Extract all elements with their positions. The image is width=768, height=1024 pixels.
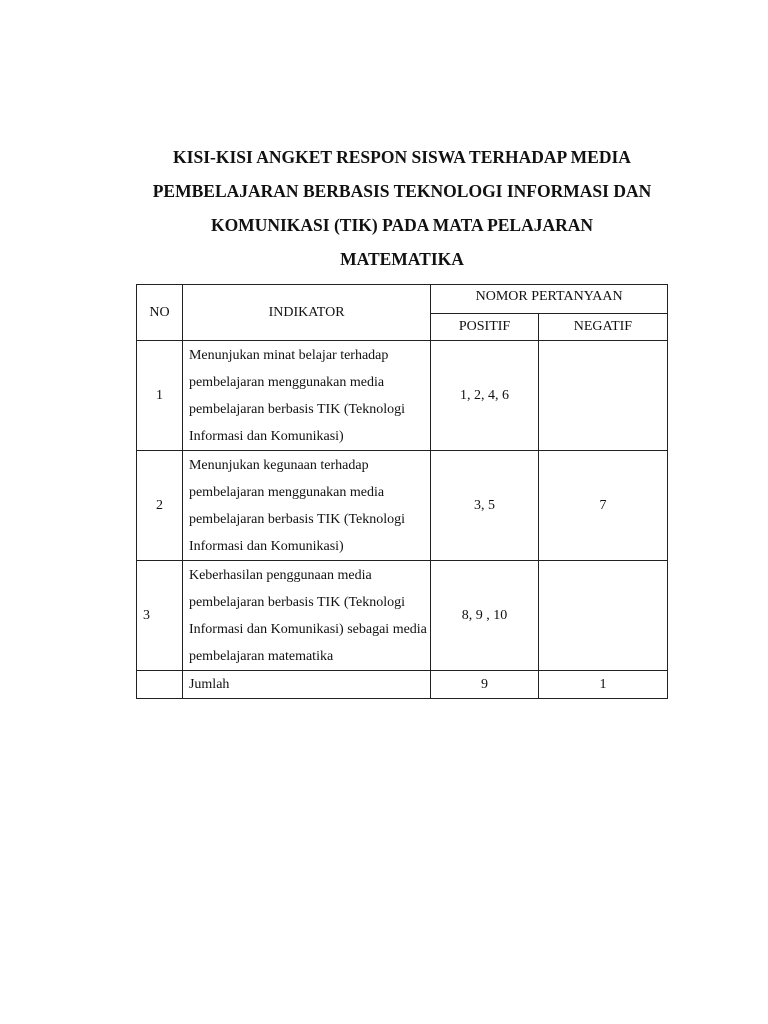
title-line-4: MATEMATIKA [340, 249, 464, 269]
table-row [137, 451, 668, 561]
table-row [137, 561, 668, 671]
header-negatif: NEGATIF [538, 314, 667, 341]
kisi-kisi-table [136, 284, 668, 699]
total-no-empty [137, 671, 183, 699]
row-positif: 8, 9 , 10 [431, 561, 539, 671]
header-nomor-pertanyaan: NOMOR PERTANYAAN [431, 285, 668, 314]
row-positif: 1, 2, 4, 6 [431, 341, 539, 451]
table-row [137, 341, 668, 451]
row-negatif [538, 561, 667, 671]
table-total-row [137, 671, 668, 699]
header-positif: POSITIF [431, 314, 539, 341]
document-title [120, 140, 684, 276]
row-negatif: 7 [538, 451, 667, 561]
title-line-2: PEMBELAJARAN BERBASIS TEKNOLOGI INFORMASI DAN [152, 181, 652, 201]
header-indikator: INDIKATOR [182, 285, 430, 341]
row-positif: 3, 5 [431, 451, 539, 561]
title-line-3: KOMUNIKASI (TIK) PADA MATA PELAJARAN [210, 215, 594, 235]
total-positif: 9 [431, 671, 539, 699]
header-no: NO [137, 285, 183, 341]
table-header-row [137, 285, 668, 314]
title-line-1: KISI-KISI ANGKET RESPON SISWA TERHADAP MEDIA [173, 147, 631, 167]
row-no: 1 [137, 341, 183, 451]
row-no: 2 [137, 451, 183, 561]
row-negatif [538, 341, 667, 451]
row-no: 3 [137, 561, 183, 671]
total-label: Jumlah [182, 671, 430, 699]
total-negatif: 1 [538, 671, 667, 699]
row-indikator: Menunjukan kegunaan terhadap pembelajaran menggunakan media pembelajaran berbasis TIK (Teknologi Informasi dan Komunikasi) [182, 451, 430, 561]
row-indikator: Keberhasilan penggunaan media pembelajaran berbasis TIK (Teknologi Informasi dan Komunikasi) sebagai media pembelajaran matematika [182, 561, 430, 671]
row-indikator: Menunjukan minat belajar terhadap pembelajaran menggunakan media pembelajaran berbasis TIK (Teknologi Informasi dan Komunikasi) [182, 341, 430, 451]
